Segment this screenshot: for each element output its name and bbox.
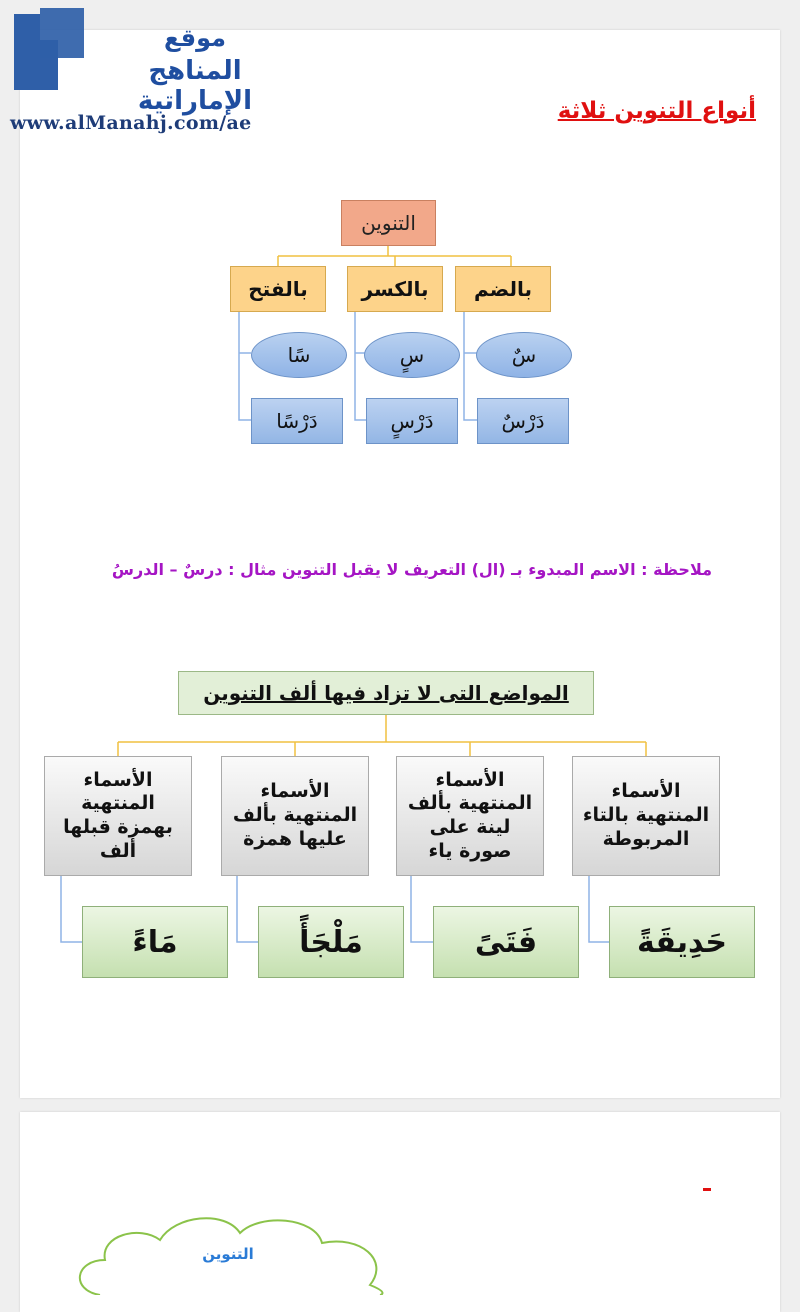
example-word-fatha: دَرْسًا — [251, 398, 343, 444]
positions-title-text: المواضع التى لا تزاد فيها ألف التنوين — [203, 681, 569, 705]
example-box-fata: فَتَىً — [433, 906, 579, 978]
category-damma: بالضم — [455, 266, 551, 312]
example-box-maa: مَاءً — [82, 906, 228, 978]
example-box-hadiqa: حَدِيقَةً — [609, 906, 755, 978]
cloud-label: التنوين — [202, 1245, 254, 1263]
site-logo[interactable] — [0, 0, 300, 140]
logo-url[interactable]: www.alManahj.com/ae — [10, 112, 252, 134]
positions-title-box — [178, 671, 594, 715]
category-fatha: بالفتح — [230, 266, 326, 312]
logo-line1: موقع — [163, 24, 226, 52]
example-short-damma: سٌ — [476, 332, 572, 378]
logo-line2: المناهج الإماراتية — [137, 56, 253, 116]
example-short-fatha: سًا — [251, 332, 347, 378]
logo-square-small — [40, 8, 84, 58]
rule-box-hamza-alif: الأسماء المنتهية بهمزة قبلها ألف — [44, 756, 192, 876]
example-word-kasra: دَرْسٍ — [366, 398, 458, 444]
example-short-kasra: سٍ — [364, 332, 460, 378]
category-kasra: بالكسر — [347, 266, 443, 312]
logo-square-top — [14, 14, 40, 40]
page-heading: أنواع التنوين ثلاثة — [557, 98, 756, 124]
example-word-damma: دَرْسٌ — [477, 398, 569, 444]
tanween-root-box: التنوين — [341, 200, 436, 246]
rule-box-alif-layyina: الأسماء المنتهية بألف لينة على صورة ياء — [396, 756, 544, 876]
example-box-malja: مَلْجَأً — [258, 906, 404, 978]
rule-box-taa-marbuta: الأسماء المنتهية بالتاء المربوطة — [572, 756, 720, 876]
note-text: ملاحظة : الاسم المبدوء بـ (ال) التعريف لا يقبل التنوين مثال : درسٌ – الدرسُ — [111, 560, 712, 579]
rule-box-alif-hamza: الأسماء المنتهية بألف عليها همزة — [221, 756, 369, 876]
